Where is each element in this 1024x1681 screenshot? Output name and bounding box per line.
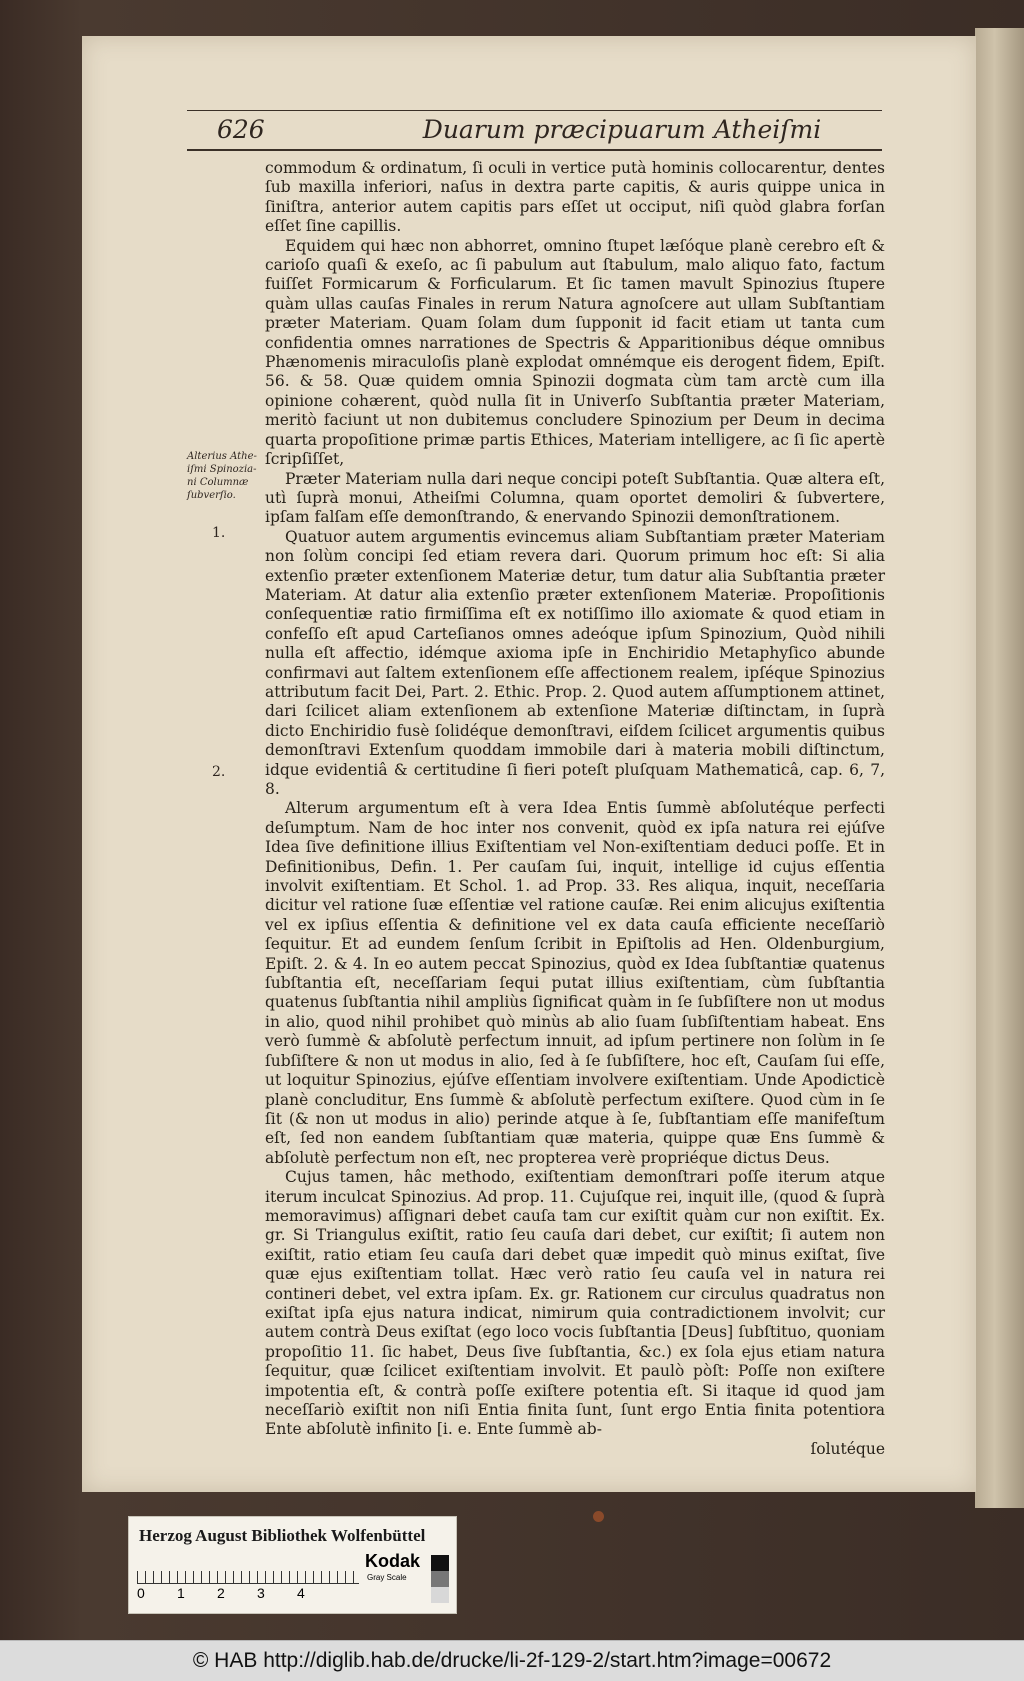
margin-number-1: 1.: [212, 525, 226, 541]
paragraph: commodum & ordinatum, ſi oculi in vertice putà hominis collocarentur, dentes ſub maxilla inferiori, naſus in dextra parte capitis, & auris quippe unica in ſiniſtra, anterior autem capitis pars eſſet ut occiput, niſi quòd glabra forſan eſſet ſine capillis.: [265, 159, 885, 236]
body-text: [265, 159, 885, 1458]
gray-swatches: [431, 1555, 449, 1603]
paragraph: Cujus tamen, hâc methodo, exiſtentiam demonſtrari poſſe iterum atque iterum inculcat Spinozius. Ad prop. 11. Cujuſque rei, inquit ille, (quod & ſuprà memoravimus) aſſignari debet cauſa tam cur exiſtit quàm cur non exiſtit. Ex. gr. Si Triangulus exiſtit, ratio ſeu cauſa dari debet, cur exiſtit; ſi autem non exiſtit, ratio etiam ſeu cauſa dari debet quæ impedit quò minus exiſtat, ſive quæ ejus exiſtentiam tollat. Hæc verò ratio ſeu cauſa vel in natura rei contineri debet, vel extra ipſam. Ex. gr. Rationem cur circulus quadratus non exiſtat ipſa ejus natura indicat, nimirum quia contradictionem involvit; cur autem contrà Deus exiſtat (ego loco vocis ſubſtantia [Deus] ſubſtituo, quoniam propoſitio 11. ſic habet, Deus ſive ſubſtantia, &c.) ex ſola ejus etiam natura ſequitur, quæ ſcilicet exiſtentiam involvit. Et paulò pòſt: Poſſe non exiſtere impotentia eſt, & contrà poſſe exiſtere potentia eſt. Si itaque id quod jam neceſſariò exiſtit non niſi Entia finita ſunt, ſunt ergo Entia finita potentiora Ente abſolutè infinito [i. e. Ente ſummè ab-: [265, 1168, 885, 1439]
scale-digits: [137, 1585, 367, 1605]
scale-ruler: [137, 1555, 359, 1584]
grayscale-label: Gray Scale: [367, 1573, 407, 1582]
paragraph: Quatuor autem argumentis evincemus aliam Subſtantiam præter Materiam non ſolùm concipi ſed etiam revera dari. Quorum primum hoc eſt: Si alia extenſio præter extenſionem Materiæ detur, tum datur alia Subſtantia præter Materiam. At datur alia extenſio præter extenſionem Materiæ. Propoſitionis conſequentiæ ratio firmiſſima eſt ex notiſſimo illo axiomate & quod etiam in confeſſo eſt apud Carteſianos omnes adeóque ipſum Spinozium, Quòd nihili nulla eſt affectio, idémque axioma ipſe in Enchiridio Metaphyſico abunde confirmavi aut ſaltem extenſionem eſſe affectionem realem, ipſéque Spinozius attributum facit Dei, Part. 2. Ethic. Prop. 2. Quod autem aſſumptionem attinet, dari ſcilicet aliam extenſionem ab extenſione Materiæ diſtinctam, in ſuprà dicto Enchiridio fusè ſolidéque demonſtravi, eiſdem ſcilicet argumentis quibus demonſtravi Extenſum quoddam immobile dari à materia mobili diſtinctum, idque evidentiâ & certitudine ſi fieri poteſt pluſquam Mathematicâ, cap. 6, 7, 8.: [265, 527, 885, 798]
header-rule-bottom: [187, 149, 882, 151]
gray-swatch: [431, 1587, 449, 1603]
footer-bar: [0, 1640, 1024, 1681]
paragraph: Equidem qui hæc non abhorret, omnino ſtupet læſóque planè cerebro eſt & carioſo quaſi & exeſo, ac ſi pabulum aut ſtabulum, malo aliquo fato, factum fuiſſet Formicarum & Forficularum. Et ſic tamen mavult Spinozius ſtupere quàm ullas cauſas Finales in rerum Natura agnoſcere aut ullam Subſtantiam præter Materiam. Quam ſolam dum ſupponit id facit etiam ut tanta cum confidentia omnes narrationes de Spectris & Apparitionibus déque omnibus Phænomenis miraculoſis planè explodat omnémque eis derogent fidem, Epiſt. 56. & 58. Quæ quidem omnia Spinozii dogmata cùm tam arctè cum illa opinione cohærent, quòd nulla ſit in Univerſo Subſtantia præter Materiam, meritò faciunt ut non dubitemus concludere Spinozium per Deum in decima quarta propoſitione primæ partis Ethices, Materiam intelligere, ac ſi ſic apertè ſcripſiſſet,: [265, 236, 885, 469]
scale-digit: 4: [297, 1585, 305, 1601]
facing-page-edge: [975, 28, 1024, 1508]
margin-number-2: 2.: [212, 764, 226, 780]
running-title: Duarum præcipuarum Atheiſmi: [422, 115, 822, 144]
paragraph: Præter Materiam nulla dari neque concipi poteſt Subſtantia. Quæ altera eſt, utì ſuprà monui, Atheiſmi Columna, quam oportet demoliri & ſubvertere, ipſam falſam eſſe demonſtrando, & enervando Spinozii demonſtrationem.: [265, 469, 885, 527]
header-rule-top: [187, 110, 882, 111]
gray-swatch: [431, 1555, 449, 1571]
color-scale-card: [128, 1516, 457, 1614]
scale-digit: 1: [177, 1585, 185, 1601]
copyright-link[interactable]: © HAB http://diglib.hab.de/drucke/li-2f-129-2/start.htm?image=00672: [192, 1649, 832, 1672]
paragraph: Alterum argumentum eſt à vera Idea Entis ſummè abſolutéque perfecti deſumptum. Nam de hoc inter nos convenit, quòd ex ipſa natura rei ejúſve Idea ſive definitione illius Exiſtentiam vel Non-exiſtentiam deduci poſſe. Et in Definitionibus, Defin. 1. Per cauſam ſui, inquit, intellige id cujus eſſentia involvit exiſtentiam. Et Schol. 1. ad Prop. 33. Res aliqua, inquit, neceſſaria dicitur vel ratione ſuæ eſſentiæ vel ratione cauſæ. Rei enim alicujus exiſtentia vel ex ipſius eſſentia & definitione vel ex data cauſa efficiente neceſſariò ſequitur. Et ad eundem ſenſum ſcribit in Epiſtolis ad Hen. Oldenburgium, Epiſt. 2. & 4. In eo autem peccat Spinozius, quòd ex Idea ſubſtantiæ quatenus ſubſtantia eſt, neceſſariam ſequi putat illius exiſtentiam, cùm ſubſtantia quatenus ſubſtantia nihil ampliùs ſignificat quàm in ſe ſubſiſtere non ut modus in alio, quod nihil prohibet quò minùs ab alio ſuam ſubſiſtentiam habeat. Ens verò ſummè & abſolutè perfectum innuit, ad ipſum pertinere non ſolùm in ſe ſubſiſtere & non ut modus in alio, ſed à ſe ſubſiſtere, hoc eſt, Cauſam ſui eſſe, ut loquitur Spinozius, ejúſve eſſentiam involvere exiſtentiam. Unde Apodicticè planè concluditur, Ens ſummè & abſolutè perfectum exiſtere. Quod cùm in ſe ſit (& non ut modus in alio) perinde atque à ſe, ſubſtantiam eſſe manifeſtum eſt, ſed non eandem ſubſtantiam quæ materia, quippe quæ Ens ſummè & abſolutè perfectum non eſt, nec propterea verè propriéque dictus Deus.: [265, 799, 885, 1167]
page-mark: [593, 1511, 604, 1522]
library-name: Herzog August Bibliothek Wolfenbüttel: [139, 1526, 426, 1545]
scale-digit: 2: [217, 1585, 225, 1601]
scale-digit: 3: [257, 1585, 265, 1601]
page-number: 626: [217, 115, 265, 144]
gray-swatch: [431, 1571, 449, 1587]
margin-note: Alterius Athe-iſmi Spinozia-ni Columnæ ſubverſio.: [187, 451, 257, 501]
catchword: ſolutéque: [810, 1439, 885, 1458]
scale-digit: 0: [137, 1585, 145, 1601]
book-page: [82, 36, 976, 1492]
kodak-logo: Kodak: [365, 1551, 421, 1571]
